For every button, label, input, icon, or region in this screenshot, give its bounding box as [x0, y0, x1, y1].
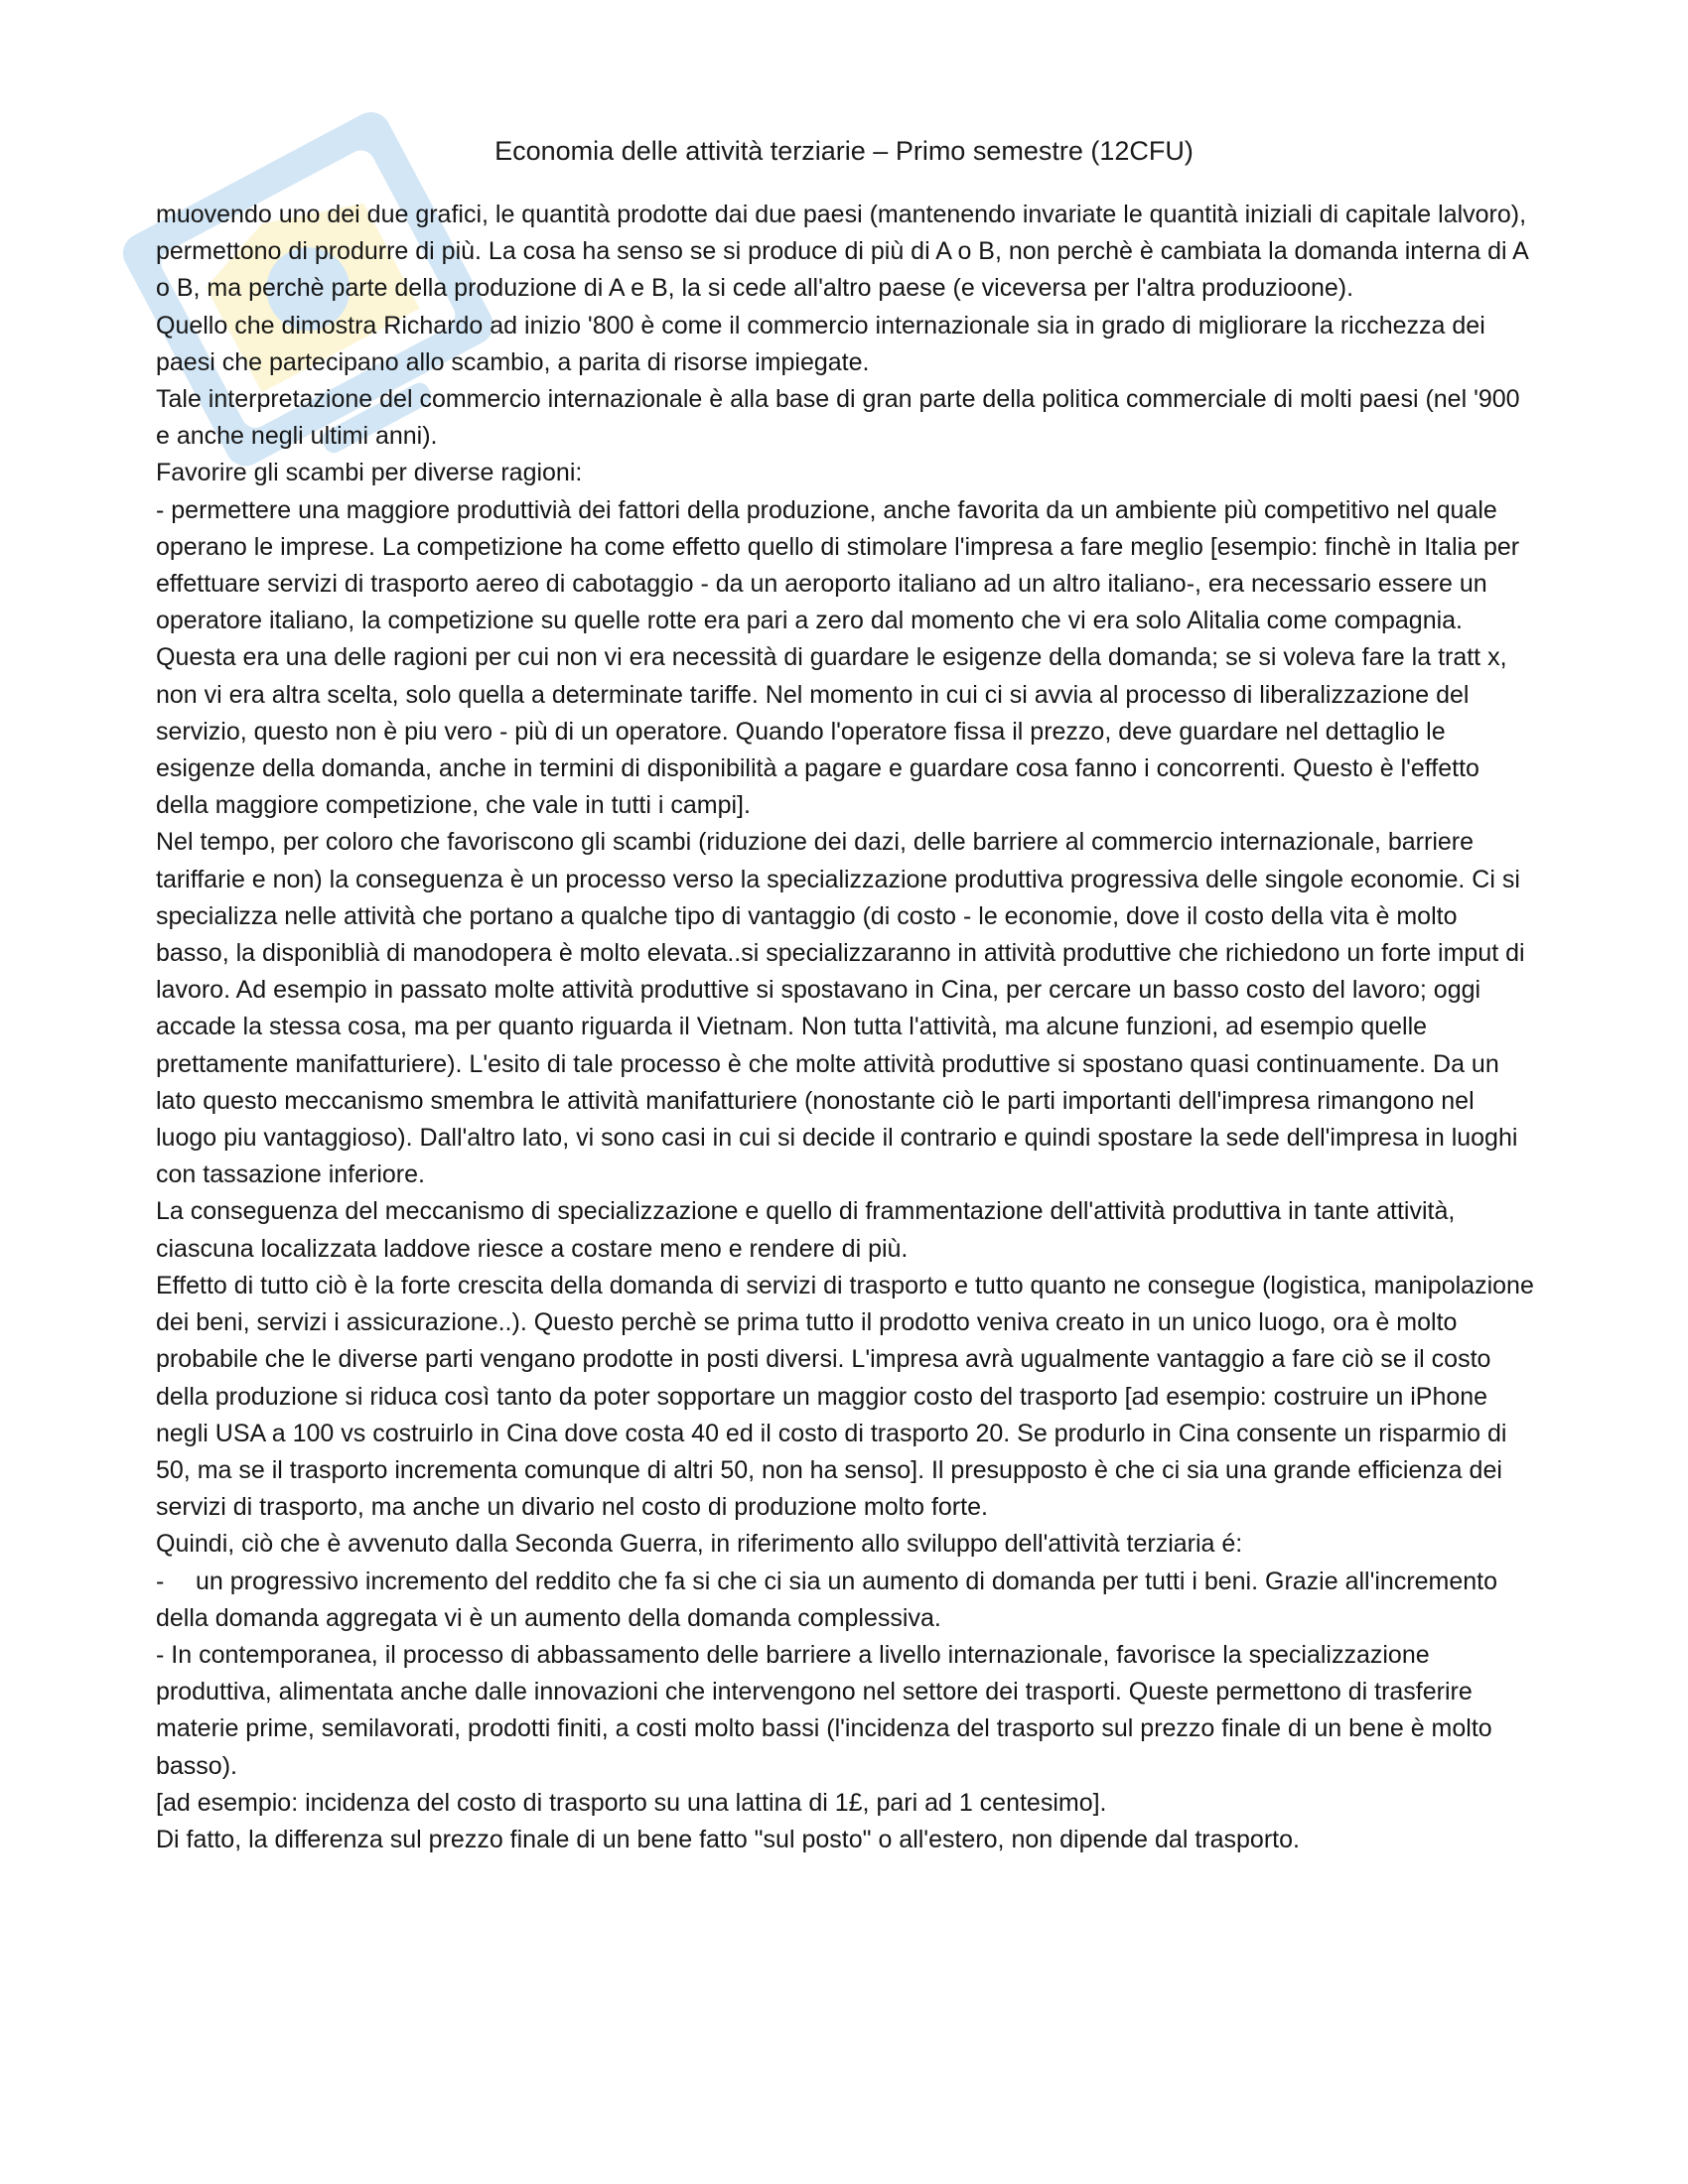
paragraph-4: Favorire gli scambi per diverse ragioni: [156, 459, 583, 487]
paragraph-1: muovendo uno dei due grafici, le quantità prodotte dai due paesi (mantenendo invariate le quantità iniziali di capitale lalvoro), permettono di produrre di più. La cosa ha senso se si produce di più di A o B, non perchè è cambiata la domanda interna di A o B, ma perchè parte della produzione di A e B, la si cede all'altro paese (e viceversa per l'altra produzioone). [156, 201, 1528, 303]
page-header-title: Economia delle attività terziarie – Primo semestre (12CFU) [494, 136, 1194, 166]
document-body [156, 197, 1536, 1858]
bullet-paragraph [156, 1564, 1536, 1637]
paragraph-5: - permettere una maggiore produttivià dei fattori della produzione, anche favorita da un ambiente più competitivo nel quale operano le imprese. La competizione ha come effetto quello di stimolare l'impresa a fare meglio [esempio: finchè in Italia per effettuare servizi di trasporto aereo di cabotaggio - da un aeroporto italiano ad un altro italiano-, era necessario essere un operatore italiano, la competizione su quelle rotte era pari a zero dal momento che vi era solo Alitalia come compagnia. Questa era una delle ragioni per cui non vi era necessità di guardare le esigenze della domanda; se si voleva fare la tratt x, non vi era altra scelta, solo quella a determinate tariffe. Nel momento in cui ci si avvia al processo di liberalizzazione del servizio, questo non è piu vero - più di un operatore. Quando l'operatore fissa il prezzo, deve guardare nel dettaglio le esigenze della domanda, anche in termini di disponibilità a pagare e guardare cosa fanno i concorrenti. Questo è l'effetto della maggiore competizione, che vale in tutti i campi]. [156, 495, 1520, 820]
bullet-dash: - [156, 1567, 165, 1595]
paragraph-3: Tale interpretazione del commercio internazionale è alla base di gran parte della politica commerciale di molti paesi (nel '900 e anche negli ultimi anni). [156, 385, 1520, 451]
paragraph-6: Nel tempo, per coloro che favoriscono gli scambi (riduzione dei dazi, delle barriere al commercio internazionale, barriere tariffarie e non) la conseguenza è un processo verso la specializzazione produttiva progressiva delle singole economie. Ci si specializza nelle attività che portano a qualche tipo di vantaggio (di costo - le economie, dove il costo della vita è molto basso, la disponiblià di manodopera è molto elevata..si specializzaranno in attività produttive che richiedono un forte imput di lavoro. Ad esempio in passato molte attività produttive si spostavano in Cina, per cercare un basso costo del lavoro; oggi accade la stessa cosa, ma per quanto riguarda il Vietnam. Non tutta l'attività, ma alcune funzioni, ad esempio quelle prettamente manifatturiere). L'esito di tale processo è che molte attività produttive si spostano quasi continuamente. Da un lato questo meccanismo smembra le attività manifatturiere (nonostante ciò le parti importanti dell'impresa rimangono nel luogo piu vantaggioso). Dall'altro lato, vi sono casi in cui si decide il contrario e quindi spostare la sede dell'impresa in luoghi con tassazione inferiore. [156, 828, 1525, 1189]
paragraph-12: Di fatto, la differenza sul prezzo finale di un bene fatto "sul posto" o all'estero, non dipende dal trasporto. [156, 1825, 1300, 1853]
paragraph-11: [ad esempio: incidenza del costo di trasporto su una lattina di 1£, pari ad 1 centesimo]. [156, 1788, 1107, 1817]
paragraph-9: Quindi, ciò che è avvenuto dalla Seconda Guerra, in riferimento allo sviluppo dell'attività terziaria é: [156, 1530, 1243, 1559]
paragraph-7: La conseguenza del meccanismo di specializzazione e quello di frammentazione dell'attività produttiva in tante attività, ciascuna localizzata laddove riesce a costare meno e rendere di più. [156, 1197, 1456, 1263]
paragraph-8: Effetto di tutto ciò è la forte crescita della domanda di servizi di trasporto e tutto quanto ne consegue (logistica, manipolazione dei beni, servizi i assicurazione..). Questo perchè se prima tutto il prodotto veniva creato in un unico luogo, ora è molto probabile che le diverse parti vengano prodotte in posti diversi. L'impresa avrà ugualmente vantaggio a fare ciò se il costo della produzione si riduca così tanto da poter sopportare un maggior costo del trasporto [ad esempio: costruire un iPhone negli USA a 100 vs costruirlo in Cina dove costa 40 ed il costo di trasporto 20. Se produrlo in Cina consente un risparmio di 50, ma se il trasporto incrementa comunque di altri 50, non ha senso]. Il presupposto è che ci sia una grande efficienza dei servizi di trasporto, ma anche un divario nel costo di produzione molto forte. [156, 1271, 1534, 1522]
bullet-text: un progressivo incremento del reddito che fa si che ci sia un aumento di domanda per tutti i beni. Grazie all'incremento della domanda aggregata vi è un aumento della domanda complessiva. [156, 1567, 1498, 1632]
paragraph-2: Quello che dimostra Richardo ad inizio '800 è come il commercio internazionale sia in grado di migliorare la ricchezza dei paesi che partecipano allo scambio, a parita di risorse impiegate. [156, 311, 1485, 376]
paragraph-10: - In contemporanea, il processo di abbassamento delle barriere a livello internazionale, favorisce la specializzazione produttiva, alimentata anche dalle innovazioni che intervengono nel settore dei trasporti. Queste permettono di trasferire materie prime, semilavorati, prodotti finiti, a costi molto bassi (l'incidenza del trasporto sul prezzo finale di un bene è molto basso). [156, 1640, 1492, 1780]
